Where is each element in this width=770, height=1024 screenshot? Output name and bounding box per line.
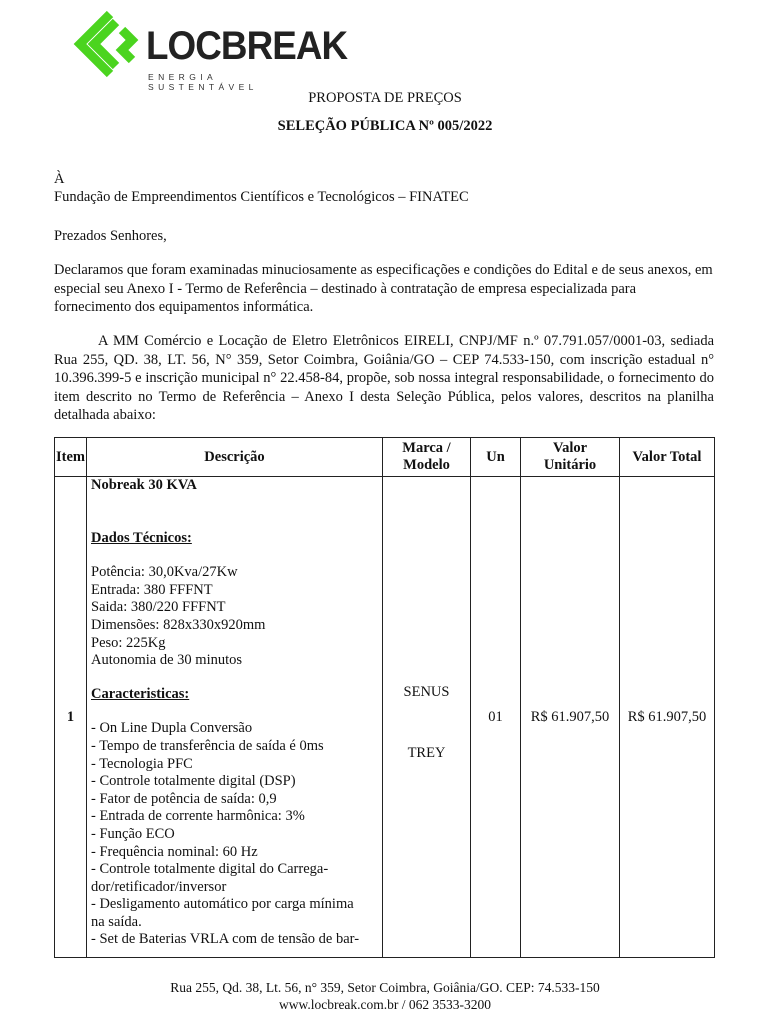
dados-tecnicos-label: Dados Técnicos: xyxy=(91,529,192,546)
list-item: - Controle totalmente digital do Carrega- xyxy=(91,861,329,878)
list-item: Potência: 30,0Kva/27Kw xyxy=(91,564,238,581)
header-descricao: Descrição xyxy=(87,438,383,477)
list-item: dor/retificador/inversor xyxy=(91,878,227,895)
list-item: Dimensões: 828x330x920mm xyxy=(91,616,266,633)
cell-item: 1 xyxy=(55,477,87,958)
dados-tecnicos-list xyxy=(91,564,378,670)
logo-tagline: ENERGIA SUSTENTÁVEL xyxy=(148,72,258,92)
greeting: Prezados Senhores, xyxy=(54,228,167,244)
footer xyxy=(0,979,770,1013)
list-item: - Função ECO xyxy=(91,825,175,842)
caracteristicas-list xyxy=(91,720,378,949)
product-title: Nobreak 30 KVA xyxy=(91,477,197,493)
list-item: - Tecnologia PFC xyxy=(91,755,193,772)
declaration-paragraph: Declaramos que foram examinadas minuciosamente as especificações e condições do Edital e de seus anexos, em especial seu Anexo I - Termo de Referência – destinado à contratação de empresa especializada para fornecimento dos equipamentos informática. xyxy=(54,262,713,315)
table-row xyxy=(55,477,715,958)
list-item: na saída. xyxy=(91,913,142,930)
header-marca-modelo xyxy=(383,438,471,477)
list-item: Autonomia de 30 minutos xyxy=(91,652,243,669)
list-item: - Desligamento automático por carga mínima xyxy=(91,896,354,913)
list-item: Entrada: 380 FFFNT xyxy=(91,581,213,598)
price-table xyxy=(54,437,715,958)
addressee-prefix: À xyxy=(54,171,65,187)
cell-valor-unitario: R$ 61.907,50 xyxy=(521,477,620,958)
header-valor-unitario xyxy=(521,438,620,477)
list-item: - Controle totalmente digital (DSP) xyxy=(91,773,296,790)
header-un: Un xyxy=(471,438,521,477)
header-marca-line2: Modelo xyxy=(403,457,450,473)
header-item: Item xyxy=(55,438,87,477)
modelo-value: TREY xyxy=(407,745,446,761)
caracteristicas-label: Caracteristicas: xyxy=(91,685,190,702)
company-logo xyxy=(70,8,348,92)
list-item: Peso: 225Kg xyxy=(91,634,166,651)
cell-descricao xyxy=(87,477,383,958)
cell-un: 01 xyxy=(471,477,521,958)
list-item: - Entrada de corrente harmônica: 3% xyxy=(91,808,305,825)
company-paragraph: A MM Comércio e Locação de Eletro Eletrônicos EIRELI, CNPJ/MF n.º 07.791.057/0001-03, sediada Rua 255, QD. 38, LT. 56, N° 359, Setor Coimbra, Goiânia/GO – CEP 74.533-150, com inscrição estadual n° 10.396.399-5 e inscrição municipal n° 22.458-84, propõe, sob nossa integral responsabilidade, o fornecimento do item descrito no Termo de Referência – Anexo I desta Seleção Pública, pelos valores, descritos na planilha detalhada abaixo: xyxy=(54,333,714,423)
locbreak-mark-icon xyxy=(70,8,142,84)
list-item: - Fator de potência de saída: 0,9 xyxy=(91,790,277,807)
footer-address: Rua 255, Qd. 38, Lt. 56, n° 359, Setor Coimbra, Goiânia/GO. CEP: 74.533-150 xyxy=(170,980,600,995)
logo-name: LOCBREAK xyxy=(146,24,348,68)
list-item: - Set de Baterias VRLA com de tensão de bar- xyxy=(91,931,360,948)
addressee: Fundação de Empreendimentos Científicos e Tecnológicos – FINATEC xyxy=(54,189,469,205)
header-vu-line2: Unitário xyxy=(543,457,597,473)
cell-valor-total: R$ 61.907,50 xyxy=(620,477,715,958)
header-valor-total: Valor Total xyxy=(620,438,715,477)
list-item: - On Line Dupla Conversão xyxy=(91,720,253,737)
list-item: Saida: 380/220 FFFNT xyxy=(91,599,226,616)
header-vu-line1: Valor xyxy=(552,440,588,456)
marca-value: SENUS xyxy=(403,684,450,700)
header-marca-line1: Marca / xyxy=(402,440,451,456)
cell-marca-modelo xyxy=(383,477,471,958)
document-title: PROPOSTA DE PREÇOS xyxy=(308,90,462,106)
list-item: - Frequência nominal: 60 Hz xyxy=(91,843,258,860)
list-item: - Tempo de transferência de saída é 0ms xyxy=(91,737,324,754)
document-subtitle: SELEÇÃO PÚBLICA Nº 005/2022 xyxy=(277,118,493,134)
table-header-row xyxy=(55,438,715,477)
footer-contact: www.locbreak.com.br / 062 3533-3200 xyxy=(278,997,492,1012)
